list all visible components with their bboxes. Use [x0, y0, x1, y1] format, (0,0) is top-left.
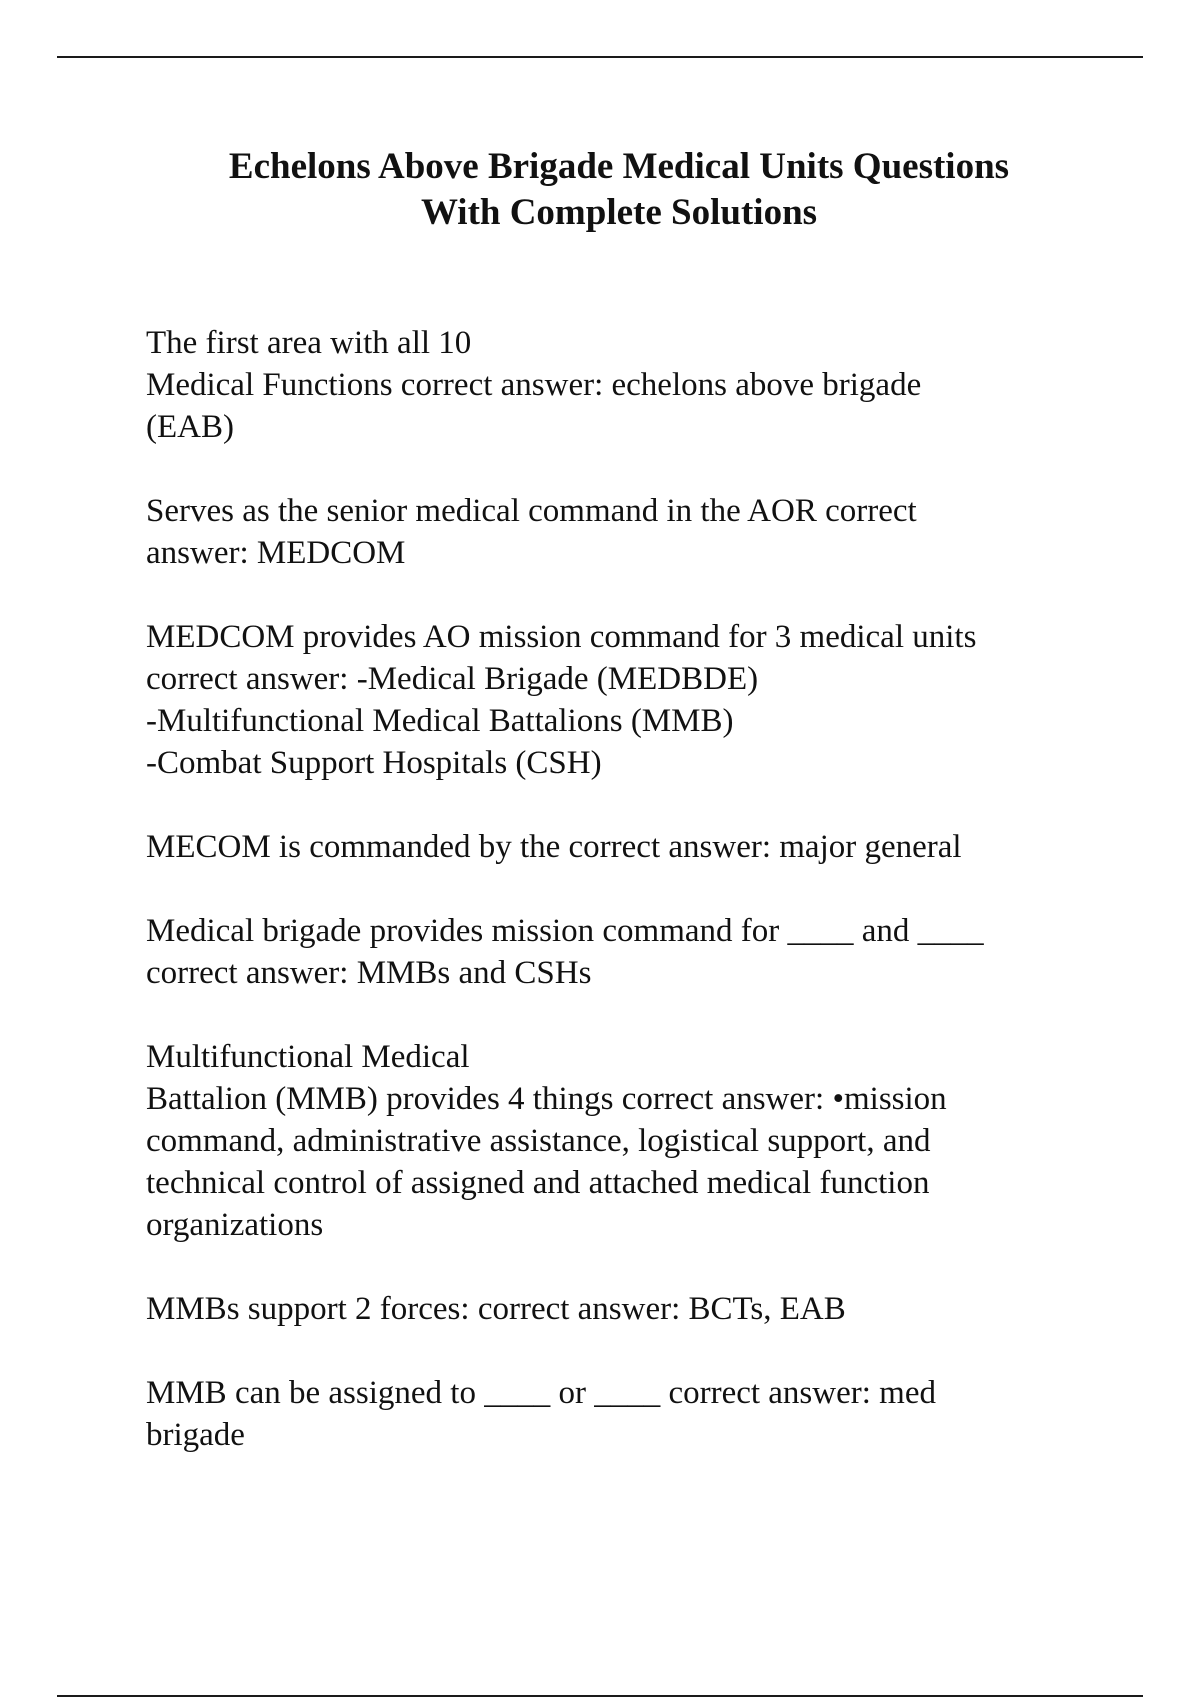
text-line: answer: MEDCOM [146, 535, 406, 571]
top-divider [57, 56, 1143, 58]
text-line: correct answer: MMBs and CSHs [146, 955, 592, 991]
text-line: The first area with all 10 [146, 325, 472, 361]
bottom-divider [57, 1695, 1143, 1697]
text-line: Battalion (MMB) provides 4 things correct answer: •mission [146, 1081, 947, 1117]
text-line: command, administrative assistance, logistical support, and [146, 1123, 931, 1159]
text-line: correct answer: -Medical Brigade (MEDBDE) [146, 661, 759, 697]
text-line: -Combat Support Hospitals (CSH) [146, 745, 602, 781]
text-line: Serves as the senior medical command in the AOR correct [146, 493, 917, 529]
text-line: MMBs support 2 forces: correct answer: BCTs, EAB [146, 1291, 846, 1327]
qa-entry-6 [146, 1036, 1106, 1246]
text-line: Medical Functions correct answer: echelons above brigade [146, 367, 922, 403]
page-title [100, 144, 1138, 236]
qa-list [146, 322, 1106, 1498]
qa-entry-4 [146, 826, 1106, 868]
qa-entry-7 [146, 1288, 1106, 1330]
title-line-1: Echelons Above Brigade Medical Units Questions [228, 146, 1010, 187]
qa-entry-1 [146, 322, 1106, 448]
text-line: organizations [146, 1207, 324, 1243]
text-line: MMB can be assigned to ____ or ____ correct answer: med [146, 1375, 936, 1411]
qa-entry-5 [146, 910, 1106, 994]
text-line: brigade [146, 1417, 245, 1453]
qa-entry-8 [146, 1372, 1106, 1456]
qa-entry-2 [146, 490, 1106, 574]
text-line: Medical brigade provides mission command for ____ and ____ [146, 913, 984, 949]
text-line: technical control of assigned and attached medical function [146, 1165, 930, 1201]
text-line: (EAB) [146, 409, 234, 445]
text-line: MECOM is commanded by the correct answer: major general [146, 829, 962, 865]
qa-entry-3 [146, 616, 1106, 784]
text-line: Multifunctional Medical [146, 1039, 470, 1075]
title-line-2: With Complete Solutions [420, 192, 818, 233]
text-line: MEDCOM provides AO mission command for 3 medical units [146, 619, 977, 655]
text-line: -Multifunctional Medical Battalions (MMB) [146, 703, 734, 739]
